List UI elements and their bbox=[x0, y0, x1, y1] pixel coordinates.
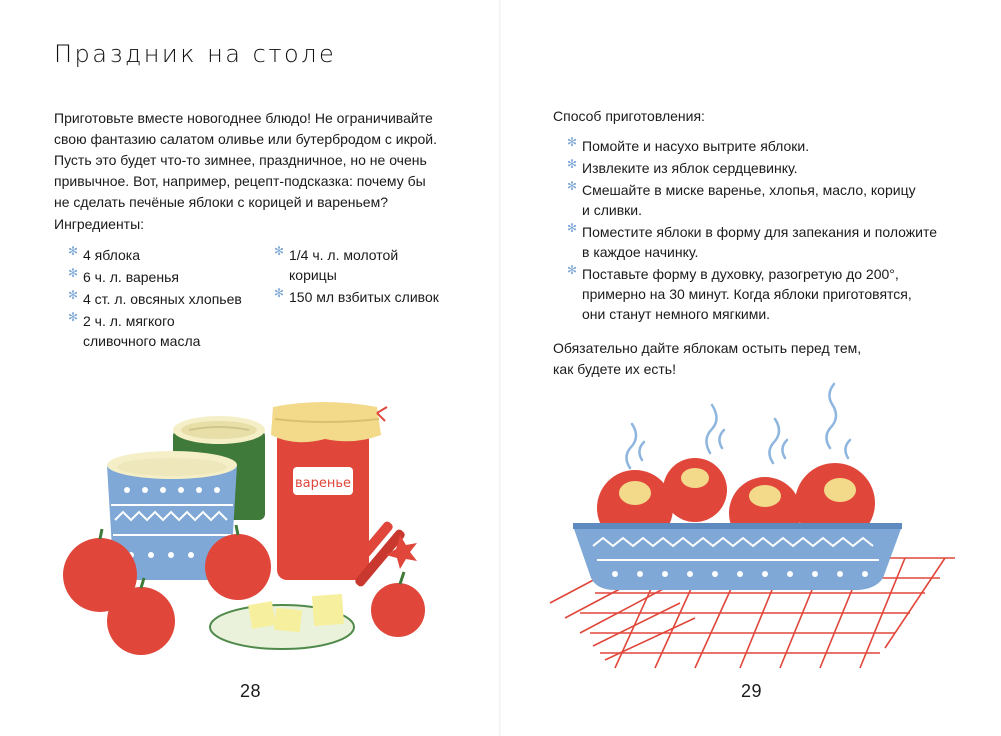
method-step: ✻ Поместите яблоки в форму для запекания и положите в каждое начинку. bbox=[554, 222, 937, 262]
baking-dish bbox=[573, 526, 902, 590]
method-step: ✻ Помойте и насухо вытрите яблоки. bbox=[554, 136, 937, 156]
page-number: 28 bbox=[240, 681, 262, 701]
asterisk-bullet-icon: ✻ bbox=[567, 135, 578, 149]
method-heading: Способ приготовления: bbox=[553, 108, 705, 124]
ingredient-item: ✻ 4 ст. л. овсяных хлопьев bbox=[55, 289, 242, 309]
ingredient-item: ✻ 6 ч. л. варенья bbox=[55, 267, 242, 287]
closing-line: Обязательно дайте яблокам остыть перед тем, bbox=[553, 340, 862, 356]
ingredients-heading: Ингредиенты: bbox=[54, 216, 145, 232]
left-page bbox=[0, 0, 500, 736]
asterisk-bullet-icon: ✻ bbox=[274, 244, 285, 258]
jar-label: варенье bbox=[294, 476, 352, 491]
asterisk-bullet-icon: ✻ bbox=[68, 310, 79, 324]
ingredients-list-col1 bbox=[55, 245, 242, 353]
baked-apples-illustration bbox=[545, 378, 955, 678]
ingredient-item: ✻ 150 мл взбитых сливок bbox=[261, 287, 439, 307]
steam bbox=[626, 384, 850, 468]
asterisk-bullet-icon: ✻ bbox=[567, 179, 578, 193]
intro-line: Приготовьте вместе новогоднее блюдо! Не ограничивайте bbox=[54, 110, 433, 126]
asterisk-bullet-icon: ✻ bbox=[68, 244, 79, 258]
page-number: 29 bbox=[741, 681, 763, 701]
method-step: ✻ Смешайте в миске варенье, хлопья, масло, корицу и сливки. bbox=[554, 180, 937, 220]
intro-line: свою фантазию салатом оливье или бутербродом с икрой. bbox=[54, 131, 437, 147]
asterisk-bullet-icon: ✻ bbox=[567, 221, 578, 235]
asterisk-bullet-icon: ✻ bbox=[274, 286, 285, 300]
asterisk-bullet-icon: ✻ bbox=[68, 266, 79, 280]
asterisk-bullet-icon: ✻ bbox=[68, 288, 79, 302]
ingredient-item: ✻ 1/4 ч. л. молотой корицы bbox=[261, 245, 439, 285]
intro-line: привычное. Вот, например, рецепт-подсказка: почему бы bbox=[54, 173, 426, 189]
method-steps-list bbox=[554, 136, 937, 326]
intro-paragraph bbox=[54, 108, 437, 213]
method-step: ✻ Поставьте форму в духовку, разогретую до 200°, примерно на 30 минут. Когда яблоки приготовятся, они станут немного мягкими. bbox=[554, 264, 937, 324]
page-title: Праздник на столе bbox=[54, 40, 337, 68]
right-page bbox=[500, 0, 1001, 736]
ingredients-illustration bbox=[55, 395, 445, 665]
intro-line: не сделать печёные яблоки с корицей и вареньем? bbox=[54, 194, 389, 210]
ingredient-item: ✻ 2 ч. л. мягкого сливочного масла bbox=[55, 311, 242, 351]
intro-line: Пусть это будет что-то зимнее, праздничное, но не очень bbox=[54, 152, 427, 168]
butter-plate bbox=[210, 594, 354, 649]
ingredients-list-col2 bbox=[261, 245, 439, 309]
closing-paragraph bbox=[553, 338, 861, 380]
asterisk-bullet-icon: ✻ bbox=[567, 263, 578, 277]
method-step: ✻ Извлеките из яблок сердцевинку. bbox=[554, 158, 937, 178]
closing-line: как будете их есть! bbox=[553, 361, 676, 377]
ingredient-item: ✻ 4 яблока bbox=[55, 245, 242, 265]
asterisk-bullet-icon: ✻ bbox=[567, 157, 578, 171]
